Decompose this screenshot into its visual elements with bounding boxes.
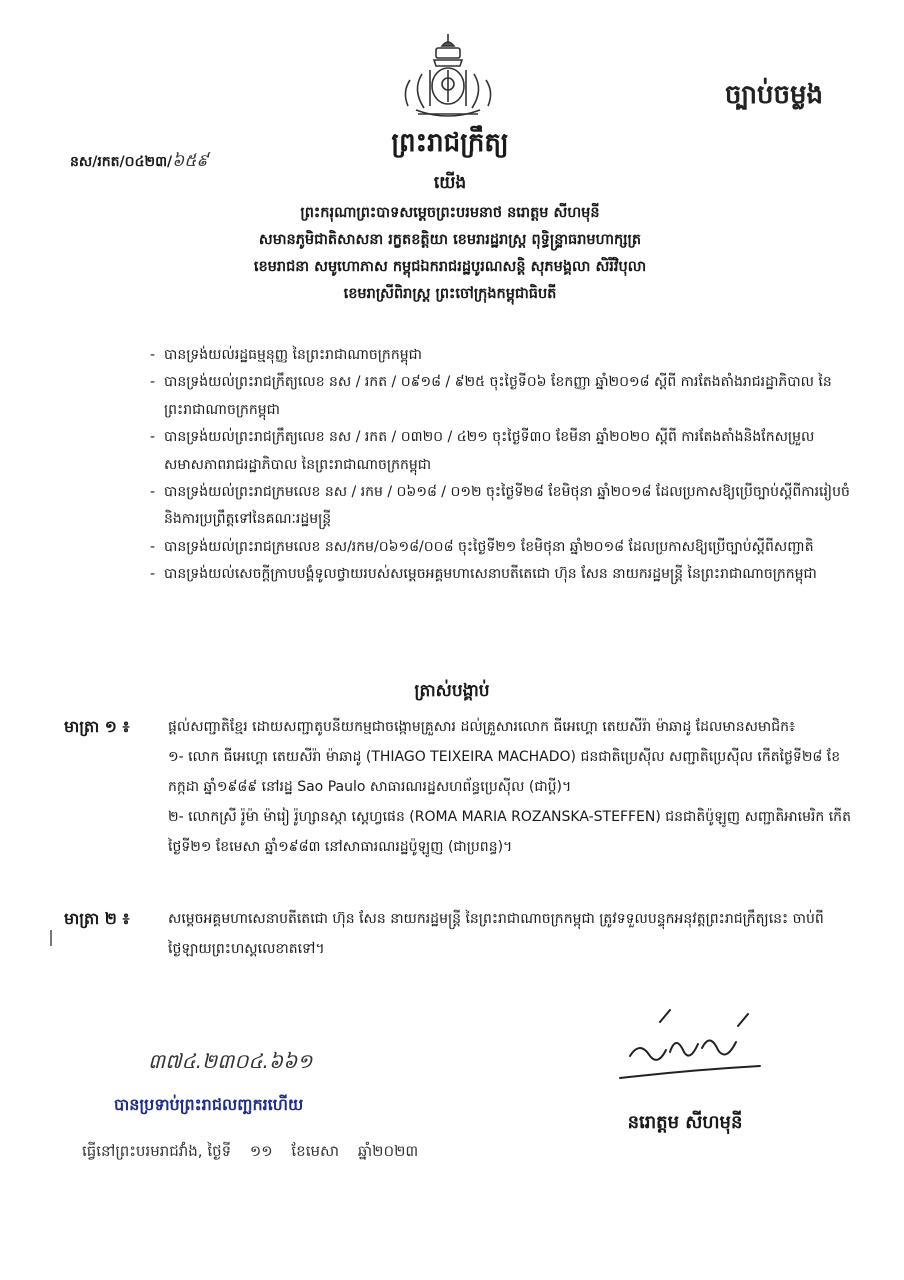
royal-title-line: ខេមរាជនា សមូហោភាស កម្ពុជឯករាជរដ្ឋបូរណសន្តិ សុភមង្គលា សិរីវិបុលា bbox=[253, 259, 647, 275]
date-place: ធ្វើនៅព្រះបរមរាជវាំង, ថ្ងៃទី bbox=[82, 1142, 232, 1160]
copy-stamp: ច្បាប់ចម្លង bbox=[724, 80, 824, 110]
royal-signature bbox=[610, 1004, 780, 1086]
reference-prefix: នស/រកត/០៤២៣/ bbox=[70, 154, 173, 170]
royal-seal-certification: បានប្រទាប់ព្រះរាជលញ្ឆករហើយ bbox=[114, 1095, 304, 1114]
article-1-intro: ផ្តល់សញ្ជាតិខ្មែរ ដោយសញ្ជាតូបនីយកម្មជាចង្កោមគ្រួសារ ដល់គ្រួសារលោក ធីអេហ្គោ តេយសីរ៉ា ម៉ាឆាដូ ដែលមានសមាជិក៖ bbox=[168, 719, 796, 735]
article-1 bbox=[64, 712, 854, 862]
date-day: ១១ bbox=[249, 1142, 273, 1160]
article-2 bbox=[64, 904, 854, 964]
we-heading: យើង bbox=[433, 173, 467, 193]
preamble-item: - បានទ្រង់យល់រដ្ឋធម្មនុញ្ញ នៃព្រះរាជាណាចក្រកម្ពុជា bbox=[150, 342, 850, 369]
preamble-item: - បានទ្រង់យល់សេចក្តីក្រាបបង្គំទូលថ្វាយរបស់សម្តេចអគ្គមហាសេនាបតីតេជោ ហ៊ុន សែន នាយករដ្ឋមន្ត្រី នៃព្រះរាជាណាចក្រកម្ពុជា bbox=[150, 561, 850, 588]
article-2-label: មាត្រា ២ ៖ bbox=[64, 909, 130, 928]
preamble-item: - បានទ្រង់យល់ព្រះរាជក្រឹត្យលេខ នស / រកត / ០៩១៨ / ៩២៥ ចុះថ្ងៃទី០៦ ខែកញ្ញា ឆ្នាំ២០១៨ ស្តីពី ការតែងតាំងរាជរដ្ឋាភិបាល នៃព្រះរាជាណាចក្រកម្ពុជា bbox=[150, 369, 850, 424]
reference-handwritten: ៦៥៩ bbox=[172, 151, 209, 171]
article-1-body bbox=[168, 712, 854, 862]
article-2-body: សម្តេចអគ្គមហាសេនាបតីតេជោ ហ៊ុន សែន នាយករដ្ឋមន្ត្រី នៃព្រះរាជាណាចក្រកម្ពុជា ត្រូវទទួលបន្ទុកអនុវត្តព្រះរាជក្រឹត្យនេះ ចាប់ពីថ្ងៃឡាយព្រះហស្តលេខាតទៅ។ bbox=[168, 911, 824, 957]
preamble-item: - បានទ្រង់យល់ព្រះរាជក្រមលេខ នស/រកម/០៦១៨/០០៨ ចុះថ្ងៃទី២១ ខែមិថុនា ឆ្នាំ២០១៨ ដែលប្រកាសឱ្យប្រើច្បាប់ស្តីពីសញ្ជាតិ bbox=[150, 534, 850, 561]
decree-title: ព្រះរាជក្រឹត្យ bbox=[391, 128, 509, 158]
family-member: ១- លោក ធីអេហ្គោ តេយសីរ៉ា ម៉ាឆាដូ (THIAGO TEIXEIRA MACHADO) ជនជាតិប្រេស៊ីល សញ្ជាតិប្រេស៊ីល កើតថ្ងៃទី២៨ ខែកក្កដា ឆ្នាំ១៩៨៩ នៅរដ្ឋ Sao Paulo សាធារណរដ្ឋសហព័ន្ធប្រេស៊ីល (ជាប្តី)។ bbox=[168, 749, 841, 795]
date-year: ឆ្នាំ២០២៣ bbox=[357, 1142, 419, 1160]
signer-name: នរោត្តម សីហមុនី bbox=[627, 1112, 743, 1133]
margin-mark bbox=[50, 930, 52, 946]
decree-heading: ត្រាស់បង្គាប់ bbox=[414, 681, 490, 701]
date-line bbox=[82, 1142, 432, 1164]
royal-title-line: ព្រះករុណាព្រះបាទសម្តេចព្រះបរមនាថ នរោត្តម សីហមុនី bbox=[300, 205, 600, 221]
article-1-label: មាត្រា ១ ៖ bbox=[64, 717, 130, 736]
preamble-item: - បានទ្រង់យល់ព្រះរាជក្រមលេខ នស / រកម / ០៦១៨ / ០១២ ចុះថ្ងៃទី២៨ ខែមិថុនា ឆ្នាំ២០១៨ ដែលប្រកាសឱ្យប្រើច្បាប់ស្តីពីការរៀបចំ និងការប្រព្រឹត្តទៅនៃគណៈរដ្ឋមន្ត្រី bbox=[150, 479, 850, 534]
preamble-item: - បានទ្រង់យល់ព្រះរាជក្រឹត្យលេខ នស / រកត / ០៣២០ / ៤២១ ចុះថ្ងៃទី៣០ ខែមីនា ឆ្នាំ២០២០ ស្តីពី ការតែងតាំងនិងកែសម្រួលសមាសភាពរាជរដ្ឋាភិបាល នៃព្រះរាជាណាចក្រកម្ពុជា bbox=[150, 424, 850, 479]
preamble-list bbox=[150, 342, 850, 589]
royal-coat-of-arms-icon bbox=[398, 30, 498, 122]
registry-number: ៣៧៤.២៣០៤.៦៦១ bbox=[148, 1049, 313, 1073]
royal-title bbox=[130, 200, 770, 308]
royal-title-line: សមានភូមិជាតិសាសនា រក្ខតខត្តិយា ខេមរារដ្ឋរាស្ត្រ ពុទ្ធិន្ទ្រាធរាមហាក្សត្រ bbox=[258, 232, 642, 248]
date-month: ខែមេសា bbox=[291, 1142, 340, 1160]
royal-title-line: ខេមរាស្រីពិរាស្ត្រ ព្រះចៅក្រុងកម្ពុជាធិបតី bbox=[343, 286, 557, 302]
family-member: ២- លោកស្រី រ៉ូម៉ា ម៉ារៀ រ៉ូហ្សានស្កា ស្តេហ្វផេន (ROMA MARIA ROZANSKA-STEFFEN) ជនជាតិប៉ូឡូញ សញ្ជាតិអាមេរិក កើតថ្ងៃទី២១ ខែមេសា ឆ្នាំ១៩៨៣ នៅសាធារណរដ្ឋប៉ូឡូញ (ជាប្រពន្ធ)។ bbox=[168, 809, 851, 855]
